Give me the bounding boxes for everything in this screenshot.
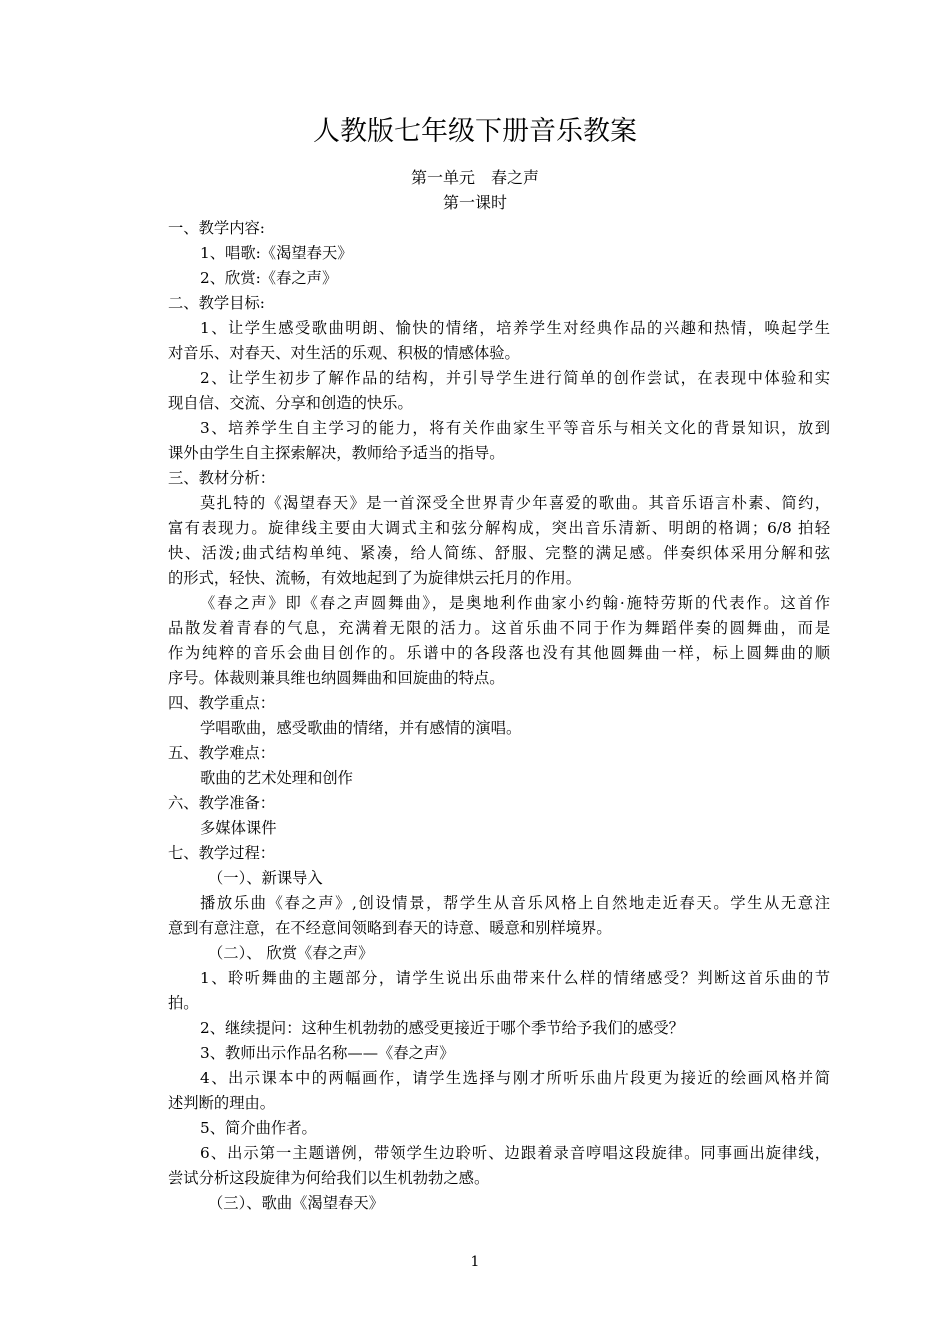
text-line: 一、教学内容: [168,219,265,237]
text-line: 1、唱歌:《渴望春天》 [200,244,353,262]
text-line: 三、教材分析： [168,469,276,487]
text-line: 1、让学生感受歌曲明朗、愉快的情绪，培养学生对经典作品的兴趣和热情，唤起学生 [200,319,830,337]
text-line: 歌曲的艺术处理和创作 [200,769,353,787]
text-line: 二、教学目标: [168,294,265,312]
text-line: 品散发着青春的气息，充满着无限的活力。这首乐曲不同于作为舞蹈伴奏的圆舞曲，而是 [168,619,830,637]
text-line: 1、聆听舞曲的主题部分，请学生说出乐曲带来什么样的情绪感受？判断这首乐曲的节 [200,969,830,987]
document-body [168,216,830,1216]
lesson-heading: 第一课时 [442,193,507,212]
text-line: 3、教师出示作品名称——《春之声》 [200,1044,455,1062]
text-line: 播放乐曲《春之声》,创设情景，帮学生从音乐风格上自然地走近春天。学生从无意注 [200,894,830,912]
text-line: 六、教学准备： [168,794,276,812]
document-title: 人教版七年级下册音乐教案 [313,116,637,147]
text-line: 2、继续提问：这种生机勃勃的感受更接近于哪个季节给予我们的感受？ [200,1019,684,1037]
text-line: 5、简介曲作者。 [200,1119,317,1137]
text-line: 五、教学难点： [168,744,276,762]
unit-heading: 第一单元 春之声 [410,168,539,187]
text-line: 富有表现力。旋律线主要由大调式主和弦分解构成，突出音乐清新、明朗的格调；6/8 拍轻 [168,519,830,537]
text-line: 学唱歌曲，感受歌曲的情绪，并有感情的演唱。 [200,719,522,737]
text-line: 3、培养学生自主学习的能力，将有关作曲家生平等音乐与相关文化的背景知识，放到 [200,419,830,437]
text-line: 多媒体课件 [200,819,277,837]
text-line: 《春之声》即《春之声圆舞曲》，是奥地利作曲家小约翰·施特劳斯的代表作。这首作 [200,594,830,612]
text-line: 莫扎特的《渴望春天》是一首深受全世界青少年喜爱的歌曲。其音乐语言朴素、简约， [200,494,830,512]
text-line: （三）、歌曲《渴望春天》 [208,1194,384,1212]
text-line: 述判断的理由。 [168,1094,276,1112]
text-line: 2、欣赏:《春之声》 [200,269,338,287]
text-line: 四、教学重点： [168,694,276,712]
text-line: 对音乐、对春天、对生活的乐观、积极的情感体验。 [168,344,520,362]
page-number: 1 [470,1254,480,1270]
text-line: 6、出示第一主题谱例，带领学生边聆听、边跟着录音哼唱这段旋律。同事画出旋律线， [200,1144,830,1162]
text-line: 序号。体裁则兼具维也纳圆舞曲和回旋曲的特点。 [168,669,505,687]
text-line: 快、活泼;曲式结构单纯、紧凑，给人简练、舒服、完整的满足感。伴奏织体采用分解和弦 [168,544,830,562]
text-line: 作为纯粹的音乐会曲目创作的。乐谱中的各段落也没有其他圆舞曲一样，标上圆舞曲的顺 [168,644,830,662]
text-line: 意到有意注意，在不经意间领略到春天的诗意、暖意和别样境界。 [168,919,612,937]
text-line: 4、出示课本中的两幅画作，请学生选择与刚才所听乐曲片段更为接近的绘画风格并简 [200,1069,830,1087]
text-line: 现自信、交流、分享和创造的快乐。 [168,394,413,412]
text-line: 2、让学生初步了解作品的结构，并引导学生进行简单的创作尝试，在表现中体验和实 [200,369,830,387]
text-line: （二）、 欣赏《春之声》 [208,944,374,962]
text-line: 课外由学生自主探索解决，教师给予适当的指导。 [168,444,505,462]
text-line: 七、教学过程： [168,844,276,862]
text-line: 的形式，轻快、流畅，有效地起到了为旋律烘云托月的作用。 [168,569,582,587]
text-line: （一）、新课导入 [208,869,323,887]
text-line: 拍。 [168,994,199,1012]
text-line: 尝试分析这段旋律为何给我们以生机勃勃之感。 [168,1169,490,1187]
